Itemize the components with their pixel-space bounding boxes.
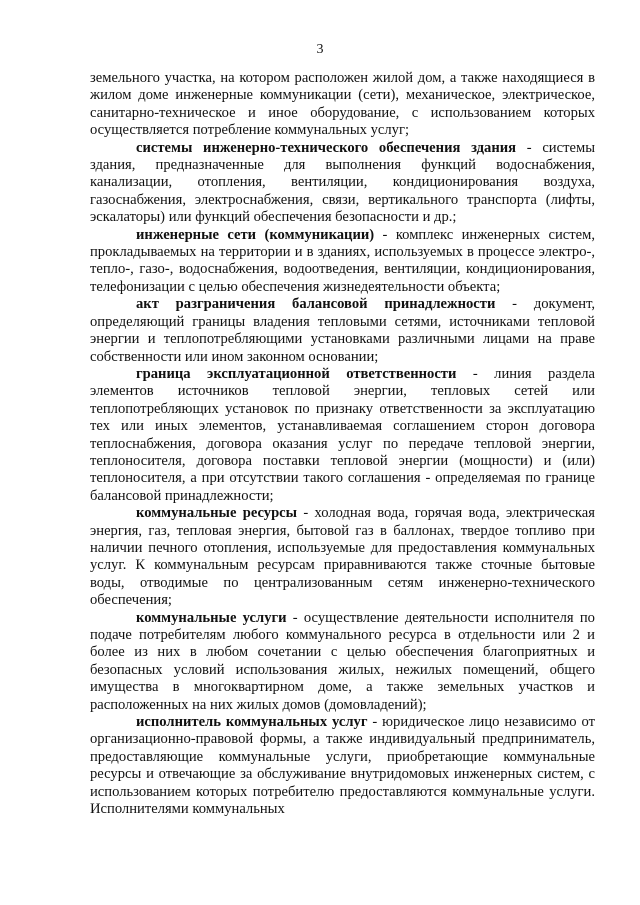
defined-term: системы инженерно-технического обеспечения здания [136, 139, 517, 156]
defined-term: коммунальные услуги [136, 609, 287, 626]
defined-term: исполнитель коммунальных услуг [136, 714, 368, 731]
document-body [90, 70, 595, 818]
definition-text: - документ, определяющий границы владения тепловыми сетями, источниками тепловой энергии и теплопотребляющими установками различными лицами на праве собственности или ином законном основании; [90, 296, 595, 365]
paragraph-balance-act [90, 296, 595, 366]
page-number: 3 [316, 42, 324, 57]
paragraph-communal-services [90, 610, 595, 714]
definition-text: - осуществление деятельности исполнителя по подаче потребителям любого коммунального ресурса в отдельности или 2 и более из них в любом сочетании с целью обеспечения благоприятных и безопасных условий использования жилых, нежилых помещений, общего имущества в многоквартирном доме, а также земельных участков и расположенных на них жилых домов (домовладений); [90, 609, 595, 713]
paragraph-engineering-networks [90, 227, 595, 297]
defined-term: граница эксплуатационной ответственности [136, 365, 457, 382]
paragraph-engineering-systems [90, 140, 595, 227]
definition-text: - холодная вода, горячая вода, электрическая энергия, газ, тепловая энергия, бытовой газ в баллонах, твердое топливо при наличии печного отопления, используемые для предоставления коммунальных услуг. К коммунальным ресурсам приравниваются также сточные бытовые воды, отводимые по централизованным сетям инженерно-технического обеспечения; [90, 505, 595, 609]
paragraph-service-provider [90, 714, 595, 818]
paragraph-text: земельного участка, на котором расположен жилой дом, а также находящиеся в жилом доме инженерные коммуникации (сети), механическое, электрическое, санитарно-техническое и иное оборудование, с использованием которых осуществляется потребление коммунальных услуг; [90, 70, 595, 139]
defined-term: коммунальные ресурсы [136, 505, 298, 522]
defined-term: акт разграничения балансовой принадлежности [136, 296, 496, 313]
definition-text: - юридическое лицо независимо от организационно-правовой формы, а также индивидуальный предприниматель, предоставляющие коммунальные услуги, приобретающие коммунальные ресурсы и отвечающие за обслуживание внутридомовых инженерных систем, с использованием которых потребителю предоставляются коммунальные услуги. Исполнителями коммунальных [90, 714, 595, 818]
definition-text: - системы здания, предназначенные для выполнения функций водоснабжения, канализации, отопления, вентиляции, кондиционирования воздуха, газоснабжения, электроснабжения, связи, вертикального транспорта (лифты, эскалаторы) или функций обеспечения безопасности и др.; [90, 139, 595, 226]
definition-text: - линия раздела элементов источников тепловой энергии, тепловых сетей или теплопотребляющих установок по признаку ответственности за эксплуатацию тех или иных элементов, устанавливаемая соглашением сторон договора теплоснабжения, договора оказания услуг по передаче тепловой энергии, теплоносителя, договора поставки тепловой энергии (мощности) и (или) теплоносителя, а при отсутствии такого соглашения - определяемая по границе балансовой принадлежности; [90, 365, 595, 504]
paragraph-operational-boundary [90, 366, 595, 505]
definition-text: - комплекс инженерных систем, прокладываемых на территории и в зданиях, используемых в процессе электро-, тепло-, газо-, водоснабжения, водоотведения, вентиляции, кондиционирования, телефонизации с целью обеспечения жизнедеятельности объекта; [90, 226, 595, 295]
defined-term: инженерные сети (коммуникации) [136, 226, 375, 243]
paragraph-communal-resources [90, 505, 595, 609]
paragraph-continuation [90, 70, 595, 140]
